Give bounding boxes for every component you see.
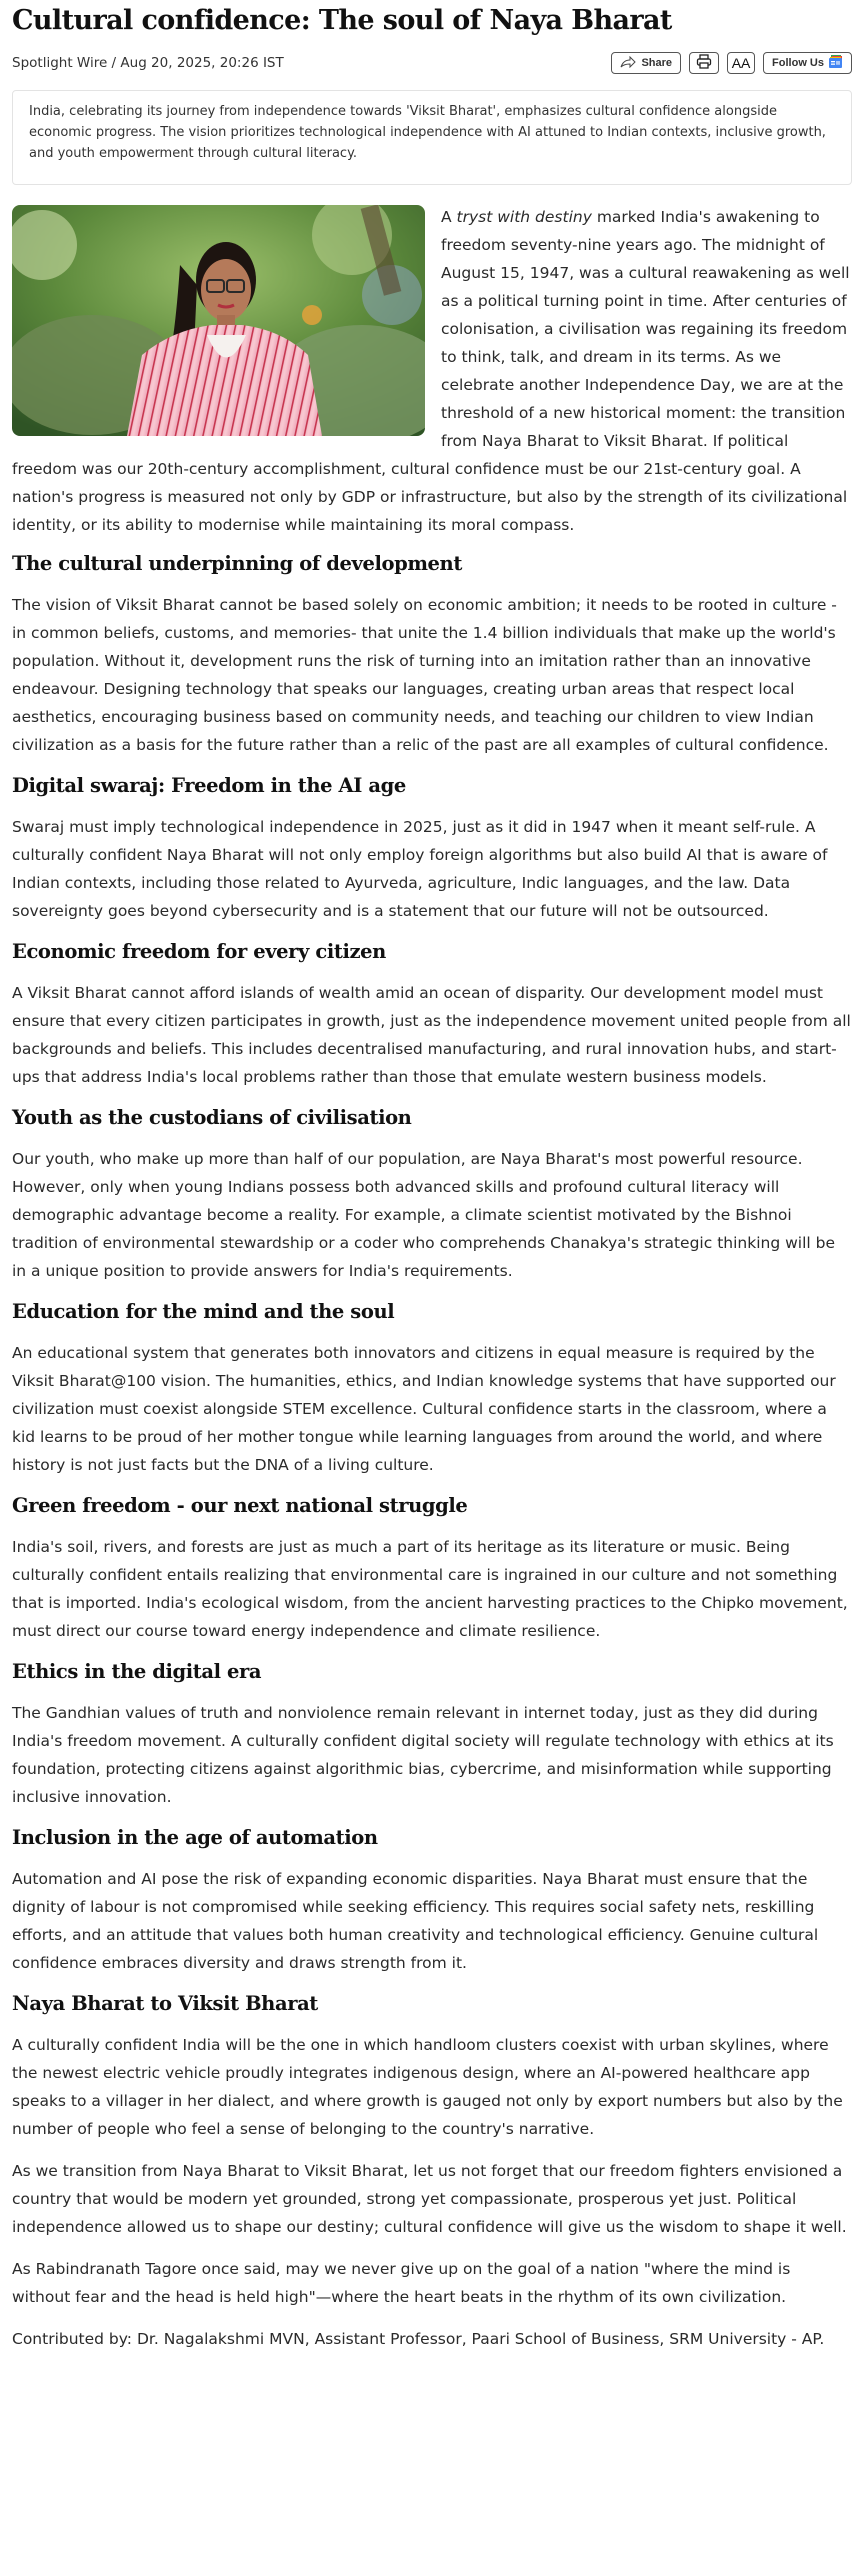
- section-paragraph: As we transition from Naya Bharat to Viksit Bharat, let us not forget that our freedom fighters envisioned a country that would be modern yet grounded, strong yet compassionate, prosperous yet just. Political independence allowed us to shape our destiny; cultural confidence will give us the wisdom to shape it well.: [12, 2162, 847, 2236]
- section-paragraph: Swaraj must imply technological independence in 2025, just as it did in 1947 when it meant self-rule. A culturally confident Naya Bharat will not only employ foreign algorithms but also build AI that is aware of Indian contexts, including those related to Ayurveda, agriculture, Indic languages, and the law. Data sovereignty goes beyond cybersecurity and is a statement that our future will not be outsourced.: [12, 818, 828, 920]
- section-heading: The cultural underpinning of development: [12, 552, 462, 575]
- follow-us-button[interactable]: [763, 52, 852, 74]
- section-paragraph: Automation and AI pose the risk of expanding economic disparities. Naya Bharat must ensure that the dignity of labour is not compromised while seeking efficiency. This requires social safety nets, reskilling efforts, and an attitude that values both human creativity and technological efficiency. Genuine cultural confidence embraces diversity and draws strength from it.: [12, 1870, 819, 1972]
- print-button[interactable]: [689, 52, 719, 74]
- font-size-label: AA: [731, 55, 751, 71]
- section-naya-to-viksit: [12, 1991, 852, 2311]
- article-body: [12, 203, 852, 2353]
- section-green-freedom: [12, 1493, 852, 1645]
- article-summary: India, celebrating its journey from independence towards 'Viksit Bharat', emphasizes cultural confidence alongside economic progress. The vision prioritizes technological independence with AI attuned to Indian contexts, inclusive growth, and youth empowerment through cultural literacy.: [12, 90, 852, 185]
- author-photo-illustration: [12, 205, 425, 436]
- section-paragraph: The Gandhian values of truth and nonviolence remain relevant in internet today, just as they did during India's freedom movement. A culturally confident digital society will regulate technology with ethics at its foundation, protecting citizens against algorithmic bias, cybercrime, and misinformation while supporting inclusive innovation.: [12, 1704, 834, 1806]
- publish-date: Aug 20, 2025, 20:26 IST: [120, 55, 284, 71]
- share-label: Share: [641, 57, 673, 69]
- section-paragraph: The vision of Viksit Bharat cannot be based solely on economic ambition; it needs to be rooted in culture - in common beliefs, customs, and memories- that unite the 1.4 billion individuals that make up the world's population. Without it, development runs the risk of turning into an imitation rather than an innovative endeavour. Designing technology that speaks our languages, creating urban areas that respect local aesthetics, encouraging business based on community needs, and teaching our children to view Indian civilization as a basis for the future rather than a relic of the past are all examples of cultural confidence.: [12, 596, 837, 754]
- lead-italic-phrase: tryst with destiny: [456, 208, 592, 226]
- author-photo: [12, 205, 425, 436]
- source-name: Spotlight Wire: [12, 55, 108, 71]
- section-paragraph: India's soil, rivers, and forests are just as much a part of its heritage as its literature or music. Being culturally confident entails realizing that environmental care is ingrained in our culture and not something that is imported. India's ecological wisdom, from the ancient harvesting practices to the Chipko movement, must direct our course toward energy independence and climate resilience.: [12, 1538, 848, 1640]
- section-cultural-underpinning: [12, 551, 852, 759]
- section-paragraph: An educational system that generates both innovators and citizens in equal measure is required by the Viksit Bharat@100 vision. The humanities, ethics, and Indian knowledge systems that have supported our civilization must coexist alongside STEM excellence. Cultural confidence starts in the classroom, where a kid learns to be proud of her mother tongue while learning languages from around the world, and where history is not just facts but the DNA of a living culture.: [12, 1344, 836, 1474]
- article-actions: [611, 52, 852, 74]
- section-heading: Education for the mind and the soul: [12, 1300, 395, 1323]
- contributor-credit: Contributed by: Dr. Nagalakshmi MVN, Assistant Professor, Paari School of Business, SRM University - AP.: [12, 2330, 825, 2348]
- section-ethics: [12, 1659, 852, 1811]
- google-news-icon: [829, 55, 843, 71]
- printer-icon: [696, 54, 712, 72]
- section-heading: Youth as the custodians of civilisation: [12, 1106, 412, 1129]
- lead-prefix: A: [441, 208, 457, 226]
- byline: [12, 55, 284, 71]
- section-paragraph: A Viksit Bharat cannot afford islands of wealth amid an ocean of disparity. Our development model must ensure that every citizen participates in growth, just as the independence movement united people from all backgrounds and beliefs. This includes decentralised manufacturing, and rural innovation hubs, and start-ups that address India's local problems rather than those that emulate western business models.: [12, 984, 851, 1086]
- section-paragraph: Our youth, who make up more than half of our population, are Naya Bharat's most powerful resource. However, only when young Indians possess both advanced skills and profound cultural literacy will demographic advantage become a reality. For example, a climate scientist motivated by the Bishnoi tradition of environmental stewardship or a coder who comprehends Chanakya's strategic thinking will be in a unique position to provide answers for India's requirements.: [12, 1150, 835, 1280]
- section-education: [12, 1299, 852, 1479]
- article-title: Cultural confidence: The soul of Naya Bharat: [12, 5, 672, 36]
- lead-rest: marked India's awakening to freedom seventy-nine years ago. The midnight of August 15, 1947, was a cultural reawakening as well as a political turning point in time. After centuries of colonisation, a civilisation was regaining its freedom to think, talk, and dream in its terms. As we celebrate another Independence Day, we are at the threshold of a new historical moment: the transition from Naya Bharat to Viksit Bharat. If political freedom was our 20th-century accomplishment, cultural confidence must be our 21st-century goal. A nation's progress is measured not only by GDP or infrastructure, but also by the strength of its civilizational identity, or its ability to modernise while maintaining its moral compass.: [12, 208, 850, 534]
- section-heading: Inclusion in the age of automation: [12, 1826, 378, 1849]
- font-size-button[interactable]: [727, 52, 755, 74]
- section-inclusion: [12, 1825, 852, 1977]
- byline-separator: /: [107, 55, 121, 71]
- section-paragraph: A culturally confident India will be the one in which handloom clusters coexist with urban skylines, where the newest electric vehicle proudly integrates indigenous design, where an AI-powered healthcare app speaks to a villager in her dialect, and where growth is gauged not only by export numbers but also by the number of people who feel a sense of belonging to the country's narrative.: [12, 2036, 843, 2138]
- share-button[interactable]: [611, 52, 681, 74]
- follow-label: Follow Us: [772, 57, 824, 69]
- share-arrow-icon: [620, 56, 636, 71]
- meta-row: [12, 50, 852, 76]
- section-heading: Ethics in the digital era: [12, 1660, 262, 1683]
- section-economic-freedom: [12, 939, 852, 1091]
- section-heading: Digital swaraj: Freedom in the AI age: [12, 774, 406, 797]
- section-paragraph: As Rabindranath Tagore once said, may we never give up on the goal of a nation "where the mind is without fear and the head is held high"—where the heart beats in the rhythm of its own civilization.: [12, 2260, 791, 2306]
- section-heading: Green freedom - our next national struggle: [12, 1494, 468, 1517]
- section-heading: Naya Bharat to Viksit Bharat: [12, 1992, 318, 2015]
- section-heading: Economic freedom for every citizen: [12, 940, 386, 963]
- section-youth: [12, 1105, 852, 1285]
- section-digital-swaraj: [12, 773, 852, 925]
